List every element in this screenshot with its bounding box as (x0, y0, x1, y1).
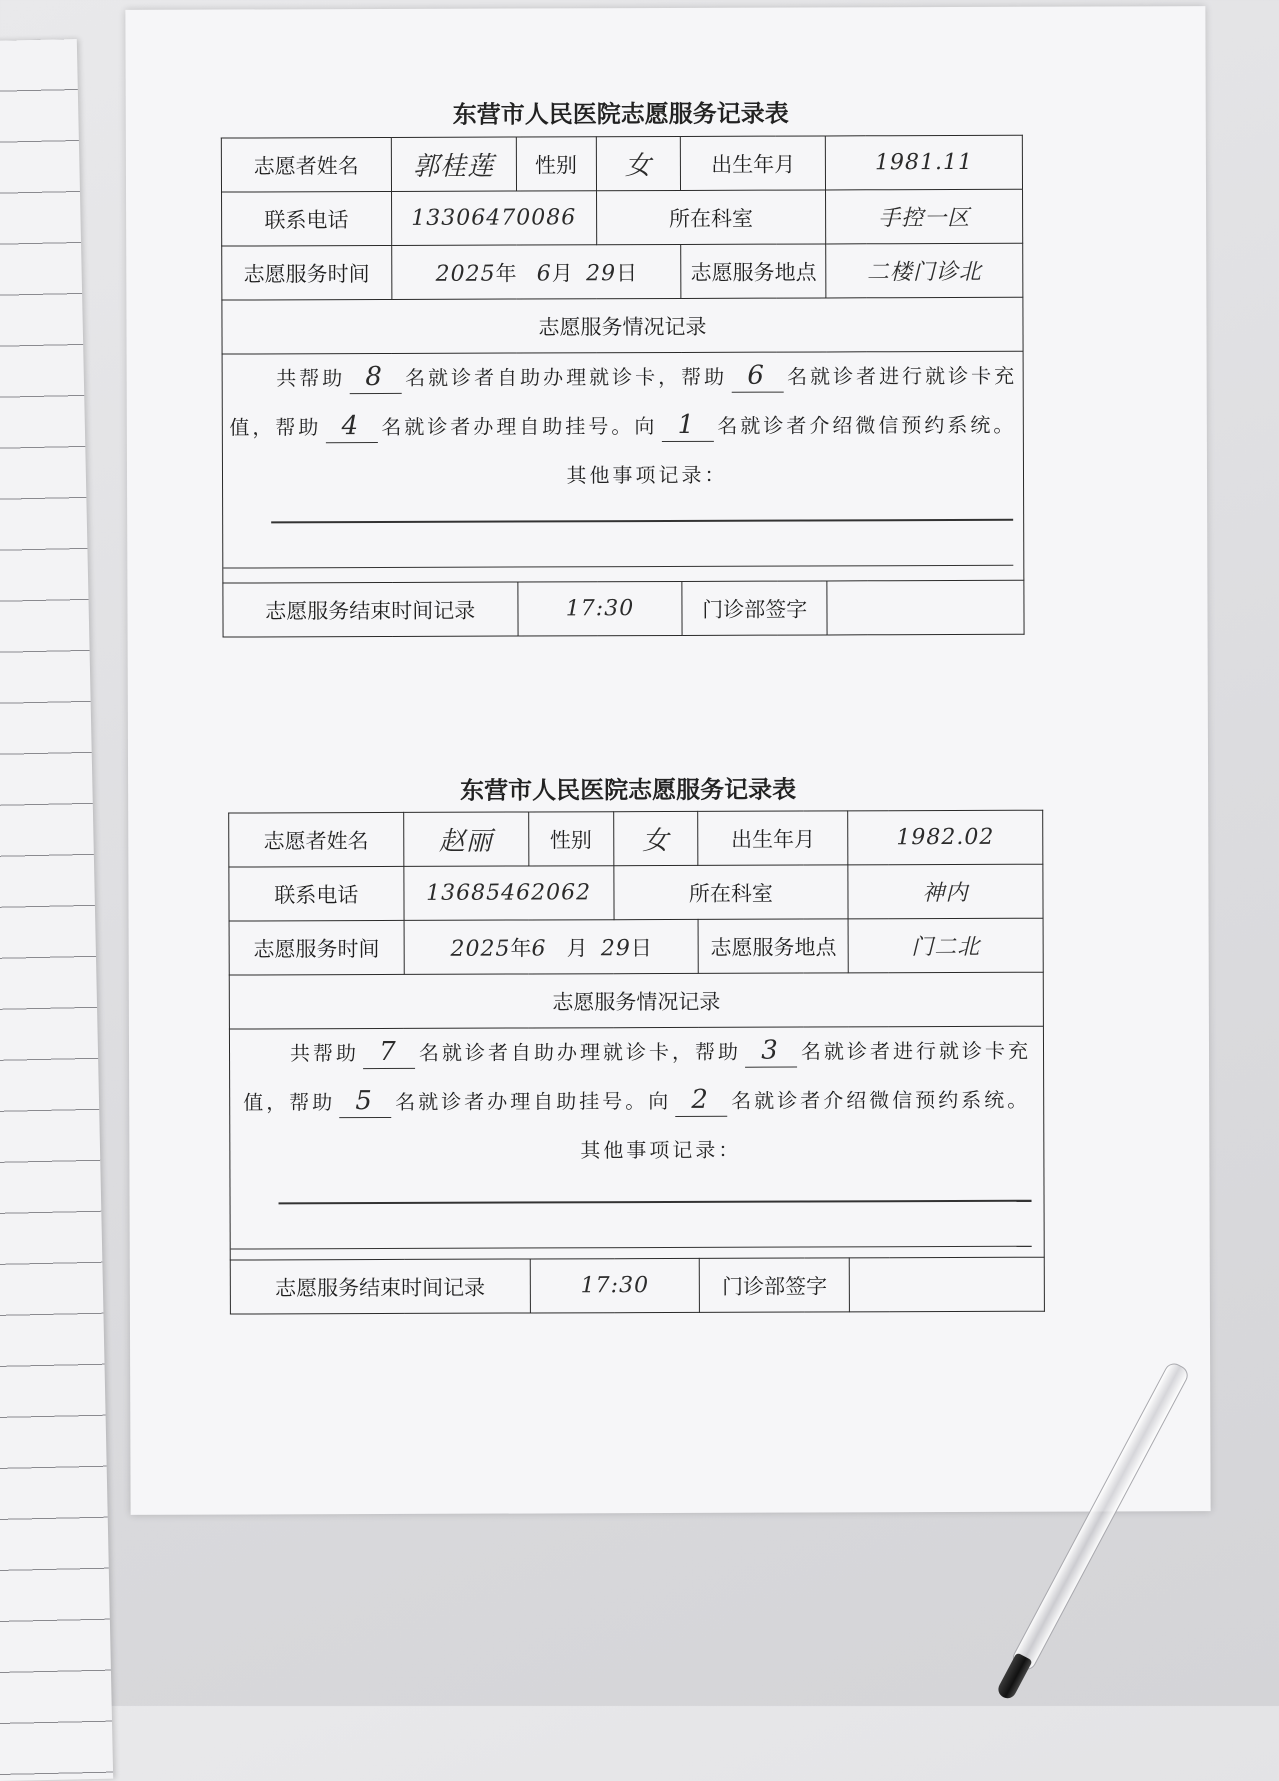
pen-tip (995, 1652, 1032, 1701)
other-matters-label: 其他事项记录： (580, 1137, 742, 1163)
blank-register-count: 4 (325, 411, 377, 443)
value-dept: 手控一区 (826, 189, 1023, 244)
label-name: 志愿者姓名 (221, 137, 391, 192)
value-name: 郭桂莲 (391, 137, 516, 191)
value-dept: 神内 (848, 864, 1043, 919)
label-gender: 性别 (528, 812, 613, 866)
value-gender: 女 (613, 811, 698, 865)
blank-recharge-count: 3 (745, 1036, 797, 1068)
form-title: 东营市人民医院志愿服务记录表 (460, 774, 797, 805)
label-service-place: 志愿服务地点 (698, 919, 848, 974)
record-table (221, 135, 1025, 638)
other-matters-label: 其他事项记录： (566, 462, 728, 488)
row-phone (222, 189, 1023, 246)
label-end-time: 志愿服务结束时间记录 (230, 1259, 530, 1314)
row-section-title (222, 297, 1023, 354)
label-signature: 门诊部签字 (682, 581, 827, 636)
value-service-date: 2025年 6月 29日 (391, 244, 681, 299)
value-service-date: 2025年6 月 29日 (404, 919, 699, 974)
value-birth: 1982.02 (848, 810, 1043, 865)
row-end-time (230, 1257, 1044, 1314)
blank-card-count: 8 (349, 362, 401, 394)
row-phone (229, 864, 1043, 921)
blank-card-count: 7 (363, 1037, 415, 1069)
value-signature (849, 1257, 1044, 1312)
label-signature: 门诊部签字 (700, 1258, 850, 1313)
service-record-paragraph: 共帮助 7 名就诊者自助办理就诊卡，帮助 3 名就诊者进行就诊卡充值，帮助 5 名就诊者办理自助挂号。向 2 名就诊者介绍微信预约系统。 (230, 1027, 1043, 1128)
label-gender: 性别 (516, 137, 596, 191)
other-matters-line-2 (231, 1245, 1032, 1249)
paper-sheet (125, 6, 1210, 1515)
value-end-time: 17:30 (530, 1258, 700, 1313)
other-matters-line-2 (223, 564, 1013, 568)
label-name: 志愿者姓名 (229, 812, 404, 867)
row-body (222, 351, 1024, 583)
label-service-time: 志愿服务时间 (229, 920, 404, 975)
blank-wechat-count: 1 (661, 410, 713, 442)
value-service-place: 门二北 (848, 918, 1043, 973)
blank-recharge-count: 6 (731, 361, 783, 393)
label-birth: 出生年月 (698, 811, 848, 866)
label-phone: 联系电话 (229, 866, 404, 921)
value-signature (827, 580, 1024, 635)
service-record-body (229, 1026, 1044, 1260)
record-table (228, 810, 1045, 1315)
row-name (229, 810, 1043, 867)
row-body (229, 1026, 1044, 1260)
blank-register-count: 5 (339, 1086, 391, 1118)
volunteer-record-form-2 (228, 767, 1048, 1300)
label-phone: 联系电话 (222, 191, 392, 246)
label-dept: 所在科室 (596, 190, 826, 245)
value-gender: 女 (596, 136, 681, 190)
value-service-place: 二楼门诊北 (826, 243, 1023, 298)
other-matters-line-1 (271, 519, 1013, 523)
service-record-body (222, 351, 1024, 583)
row-service-time (229, 918, 1043, 975)
form-title: 东营市人民医院志愿服务记录表 (452, 98, 789, 129)
value-phone: 13685462062 (404, 866, 614, 921)
value-name: 赵丽 (403, 812, 528, 866)
service-record-paragraph: 共帮助 8 名就诊者自助办理就诊卡，帮助 6 名就诊者进行就诊卡充值，帮助 4 名就诊者办理自助挂号。向 1 名就诊者介绍微信预约系统。 (223, 352, 1023, 453)
volunteer-record-form-1 (221, 87, 1031, 623)
label-birth: 出生年月 (681, 136, 826, 191)
value-end-time: 17:30 (517, 581, 682, 636)
label-end-time: 志愿服务结束时间记录 (223, 582, 518, 637)
section-title: 志愿服务情况记录 (222, 297, 1023, 354)
other-matters-line-1 (279, 1200, 1032, 1204)
label-dept: 所在科室 (613, 865, 848, 920)
row-name (221, 135, 1022, 192)
value-phone: 13306470086 (391, 191, 596, 246)
blank-wechat-count: 2 (675, 1085, 727, 1117)
section-title: 志愿服务情况记录 (229, 972, 1043, 1029)
row-section-title (229, 972, 1043, 1029)
row-end-time (223, 580, 1024, 637)
value-birth: 1981.11 (825, 135, 1022, 190)
row-service-time (222, 243, 1023, 300)
label-service-place: 志愿服务地点 (681, 244, 826, 299)
label-service-time: 志愿服务时间 (222, 245, 392, 300)
background-notebook (0, 39, 113, 1781)
